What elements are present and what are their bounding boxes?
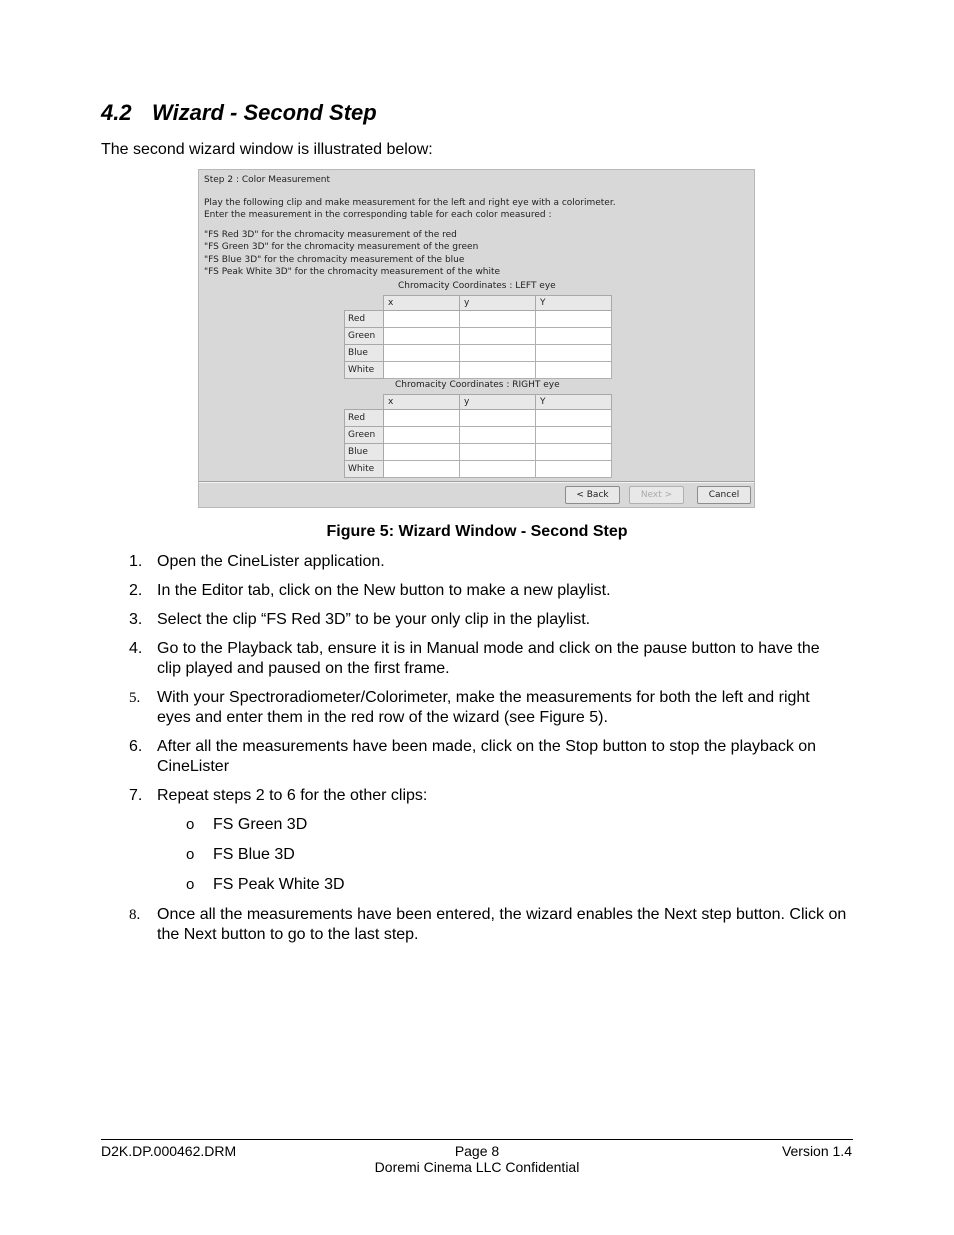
left-green-Y-cell[interactable] — [536, 328, 612, 345]
list-item — [0, 737, 847, 777]
intro-text: The second wizard window is illustrated below: — [101, 141, 433, 158]
footer-doc-id: D2K.DP.000462.DRM — [101, 1143, 237, 1159]
right-white-x-cell[interactable] — [384, 461, 460, 478]
row-header-green: Green — [345, 328, 384, 345]
step-text: With your Spectroradiometer/Colorimeter, make the measurements for both the left and right eyes and enter them in the red row of the wizard (see Figure 5). — [157, 689, 810, 726]
button-separator — [199, 481, 754, 483]
sub-item-text: FS Green 3D — [213, 816, 308, 833]
right-red-x-cell[interactable] — [384, 410, 460, 427]
section-number: 4.2 — [101, 100, 132, 125]
column-header-y: y — [460, 395, 536, 410]
wizard-instructions — [204, 198, 616, 221]
step-number: 7. — [129, 787, 143, 804]
list-item — [0, 905, 847, 945]
right-red-y-cell[interactable] — [460, 410, 536, 427]
left-blue-Y-cell[interactable] — [536, 345, 612, 362]
step-number: 3. — [129, 611, 143, 628]
left-green-x-cell[interactable] — [384, 328, 460, 345]
clip-line: "FS Blue 3D" for the chromacity measurement of the blue — [204, 254, 465, 265]
column-header-Y: Y — [536, 395, 612, 410]
right-blue-x-cell[interactable] — [384, 444, 460, 461]
list-item — [0, 552, 847, 572]
step-number: 5. — [129, 690, 141, 706]
list-item — [0, 688, 847, 728]
bullet-icon: o — [186, 876, 195, 893]
footer-version: Version 1.4 — [781, 1143, 852, 1159]
column-header-x: x — [384, 296, 460, 311]
left-white-Y-cell[interactable] — [536, 362, 612, 379]
footer-confidential: Doremi Cinema LLC Confidential — [374, 1159, 580, 1175]
right-white-Y-cell[interactable] — [536, 461, 612, 478]
row-header-white: White — [345, 362, 384, 379]
section-title: Wizard - Second Step — [152, 100, 377, 125]
figure-caption: Figure 5: Wizard Window - Second Step — [326, 523, 628, 540]
row-header-white: White — [345, 461, 384, 478]
left-red-x-cell[interactable] — [384, 311, 460, 328]
next-button[interactable]: Next > — [629, 486, 684, 504]
instruction-line: Play the following clip and make measurement for the left and right eye with a colorimeter. — [204, 198, 616, 208]
left-red-y-cell[interactable] — [460, 311, 536, 328]
step-text: Go to the Playback tab, ensure it is in Manual mode and click on the pause button to have the clip played and paused on the first frame. — [157, 640, 820, 677]
clip-line: "FS Green 3D" for the chromacity measurement of the green — [204, 242, 479, 253]
right-green-Y-cell[interactable] — [536, 427, 612, 444]
list-item — [0, 639, 847, 679]
sub-list-item — [0, 875, 954, 895]
left-blue-y-cell[interactable] — [460, 345, 536, 362]
clip-line: "FS Red 3D" for the chromacity measurement of the red — [204, 230, 457, 240]
sub-item-text: FS Peak White 3D — [213, 876, 345, 893]
corner-cell — [345, 296, 384, 311]
left-white-x-cell[interactable] — [384, 362, 460, 379]
right-green-y-cell[interactable] — [460, 427, 536, 444]
step-number: 2. — [129, 582, 143, 599]
right-blue-y-cell[interactable] — [460, 444, 536, 461]
right-red-Y-cell[interactable] — [536, 410, 612, 427]
right-green-x-cell[interactable] — [384, 427, 460, 444]
right-white-y-cell[interactable] — [460, 461, 536, 478]
bullet-icon: o — [186, 846, 195, 863]
step-number: 8. — [129, 907, 141, 923]
right-eye-table — [344, 394, 612, 478]
left-green-y-cell[interactable] — [460, 328, 536, 345]
back-button[interactable]: < Back — [565, 486, 620, 504]
step-number: 4. — [129, 640, 143, 657]
column-header-y: y — [460, 296, 536, 311]
cancel-button[interactable]: Cancel — [697, 486, 751, 504]
row-header-red: Red — [345, 410, 384, 427]
step-number: 6. — [129, 738, 143, 755]
bullet-icon: o — [186, 816, 195, 833]
step-text: After all the measurements have been made, click on the Stop button to stop the playback on CineLister — [157, 738, 817, 775]
list-item — [0, 581, 847, 601]
step-text: Once all the measurements have been entered, the wizard enables the Next step button. Click on the Next button to go to the last step. — [157, 906, 847, 943]
footer-divider — [101, 1139, 853, 1140]
row-header-green: Green — [345, 427, 384, 444]
footer-page-number: Page 8 — [454, 1143, 500, 1159]
corner-cell — [345, 395, 384, 410]
left-eye-table-title: Chromacity Coordinates : LEFT eye — [398, 281, 556, 291]
clip-list — [204, 229, 500, 278]
left-eye-table — [344, 295, 612, 379]
clip-line: "FS Peak White 3D" for the chromacity measurement of the white — [204, 266, 501, 277]
list-item — [0, 610, 847, 630]
row-header-blue: Blue — [345, 444, 384, 461]
sub-item-text: FS Blue 3D — [213, 846, 295, 863]
step-text: Open the CineLister application. — [157, 553, 385, 570]
sub-list-item — [0, 845, 954, 865]
left-blue-x-cell[interactable] — [384, 345, 460, 362]
right-blue-Y-cell[interactable] — [536, 444, 612, 461]
row-header-red: Red — [345, 311, 384, 328]
wizard-screenshot — [198, 169, 755, 508]
step-text: Repeat steps 2 to 6 for the other clips: — [157, 787, 428, 804]
left-white-y-cell[interactable] — [460, 362, 536, 379]
instruction-line: Enter the measurement in the corresponding table for each color measured : — [204, 209, 552, 220]
wizard-step-title: Step 2 : Color Measurement — [204, 175, 330, 185]
section-heading — [101, 100, 377, 126]
step-text: Select the clip “FS Red 3D” to be your only clip in the playlist. — [157, 611, 591, 628]
row-header-blue: Blue — [345, 345, 384, 362]
left-red-Y-cell[interactable] — [536, 311, 612, 328]
steps-list — [0, 552, 954, 954]
list-item — [0, 786, 847, 806]
right-eye-table-title: Chromacity Coordinates : RIGHT eye — [395, 380, 560, 390]
step-number: 1. — [129, 553, 143, 570]
sub-list-item — [0, 815, 954, 835]
step-text: In the Editor tab, click on the New button to make a new playlist. — [157, 582, 611, 599]
column-header-Y: Y — [536, 296, 612, 311]
column-header-x: x — [384, 395, 460, 410]
